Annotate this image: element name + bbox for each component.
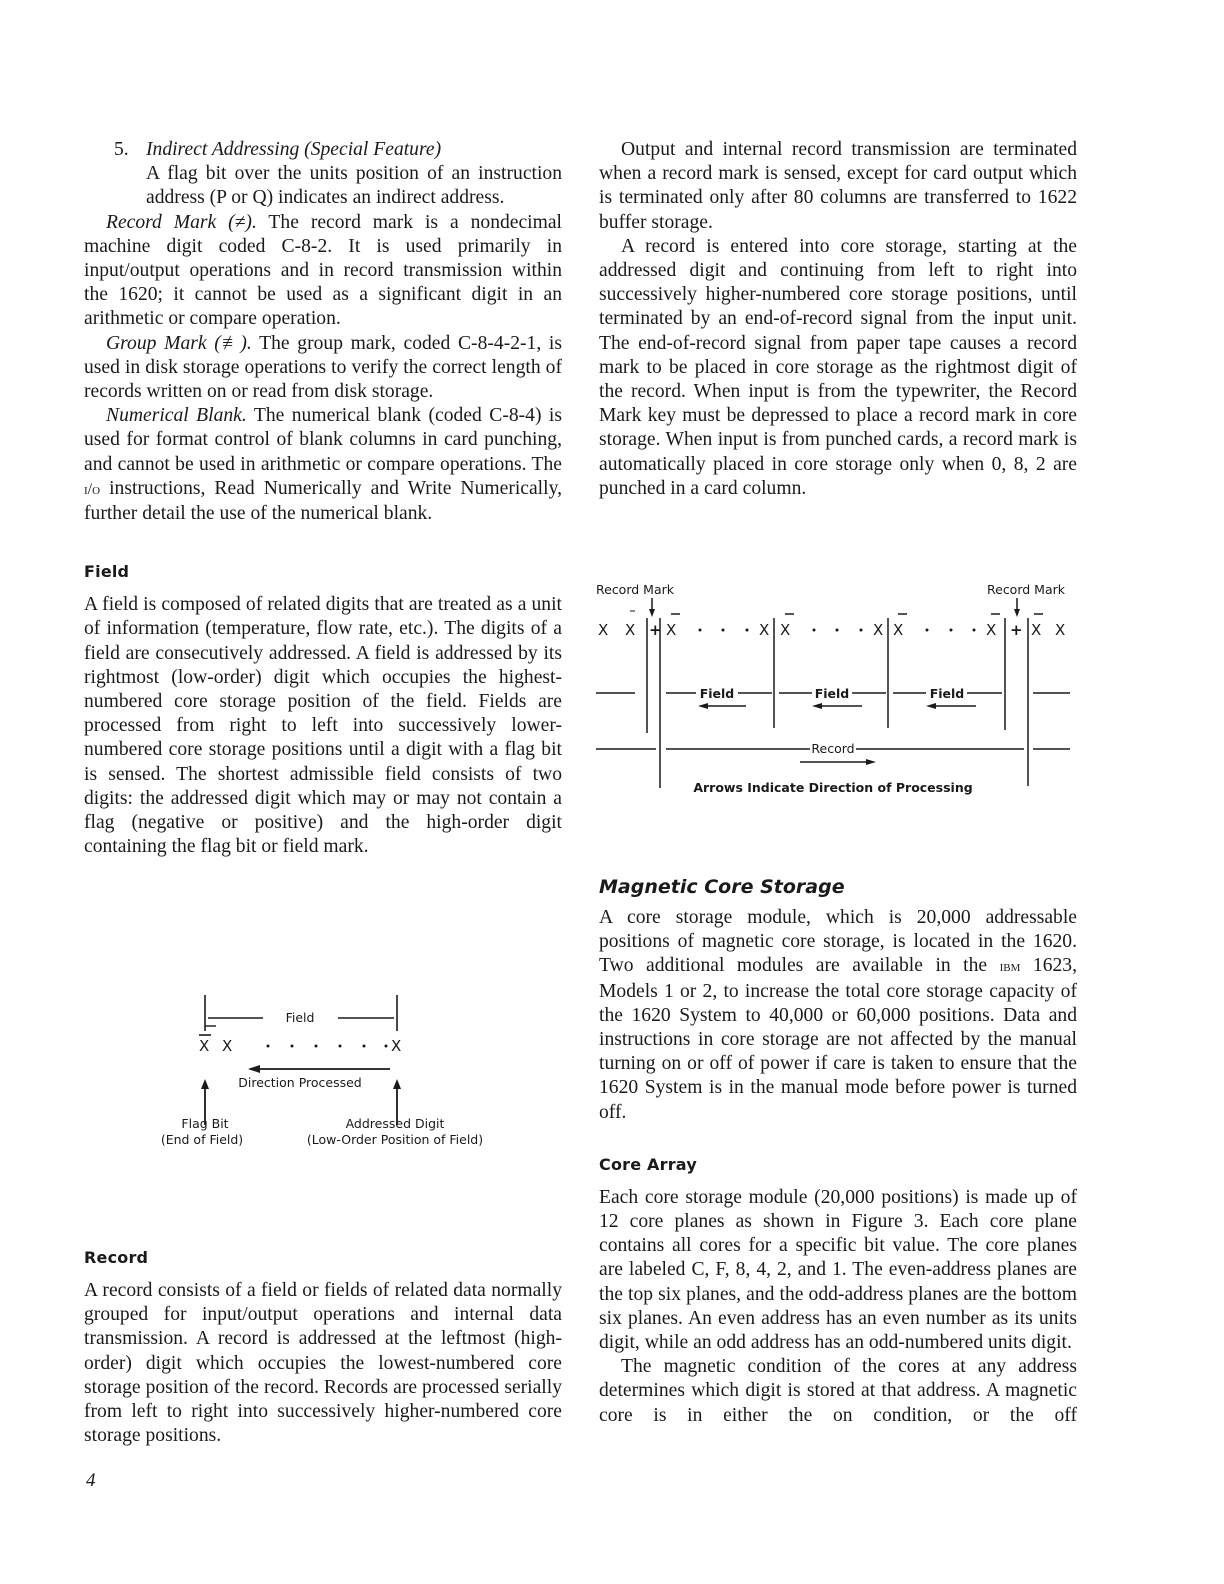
diagram-caption: Arrows Indicate Direction of Processing <box>693 780 973 795</box>
record-digit-row <box>598 621 1065 639</box>
group-mark-paragraph: Group Mark (≢). The group mark, coded C-8-4-2-1, is used in disk storage operations to verify the correct length of records written on or read from disk storage. <box>84 332 562 403</box>
svg-text:X: X <box>625 621 636 639</box>
record-entry-paragraph: A record is entered into core storage, starting at the addressed digit and continuing from left to right into successively higher-numbered core storage positions, until terminated by an end-of-record signal from the input unit. The end-of-record signal from paper tape causes a record mark to be placed in core storage as the rightmost digit of the record. When input is from the typewriter, the Record Mark key must be depressed to place a record mark in core storage. When input is from punched cards, a record mark is automatically placed in core storage only when 0, 8, 2 are punched in a card column. <box>599 235 1077 499</box>
record-mark-paragraph: Record Mark (≠). The record mark is a nondecimal machine digit coded C-8-2. It is used primarily in input/output operations and in record transmission within the 1620; it cannot be used as a significant digit in an arithmetic or compare operation. <box>84 211 563 330</box>
group-mark-term: Group Mark (≢). <box>106 332 252 354</box>
direction-processed-label: Direction Processed <box>238 1075 362 1090</box>
record-mark-symbol-left: + <box>649 621 662 639</box>
record-mark-left-label: Record Mark <box>596 582 674 597</box>
svg-text:X: X <box>1031 621 1042 639</box>
svg-text:X: X <box>222 1037 233 1055</box>
low-order-position-label: (Low-Order Position of Field) <box>306 1132 484 1147</box>
record-mark-term: Record Mark (≠). <box>106 211 257 233</box>
magnetic-core-heading: Magnetic Core Storage <box>599 876 845 898</box>
svg-text:X: X <box>666 621 677 639</box>
addressed-digit: X <box>391 1037 402 1055</box>
record-mark-right-label: Record Mark <box>987 582 1065 597</box>
svg-text:X: X <box>598 621 609 639</box>
svg-text:X: X <box>986 621 997 639</box>
field-label-1: Field <box>699 686 735 701</box>
right-column <box>599 138 1077 501</box>
svg-text:X: X <box>893 621 904 639</box>
output-transmission-paragraph: Output and internal record transmission are terminated when a record mark is sensed, except for card output which is terminated only after 80 columns are transferred to 1622 buffer storage. <box>599 139 1077 233</box>
field-paragraph: A field is composed of related digits that are treated as a unit of information (temperature, flow rate, etc.). The digits of a field are consecutively addressed. A field is addressed by its rightmost (low-order) digit which occupies the highest-numbered core storage position of the field. Fields are processed from right to left into successively lower-numbered core storage positions until a digit with a flag bit is sensed. The shortest admissible field consists of two digits: the addressed digit which may or may not contain a flag (negative or positive) and the high-order digit containing the flag bit or field mark. <box>84 594 562 858</box>
svg-text:X: X <box>1055 621 1066 639</box>
core-array-paragraph-1: Each core storage module (20,000 positions) is made up of 12 core planes as shown in Figure 3. Each core plane contains all cores for a specific bit value. The core planes are labeled C, F, 8, 4, 2, and 1. The even-address planes are the top six planes, and the odd-address planes are the bottom six planes. An even address has an even number as its units digit, while an odd address has an odd-numbered units digit. <box>599 1186 1077 1354</box>
flag-bit-label: Flag Bit <box>181 1116 229 1131</box>
field-heading: Field <box>84 562 130 582</box>
digit-dots <box>267 1045 388 1048</box>
field-label-2: Field <box>814 686 850 701</box>
magnetic-core-section <box>599 876 1077 1428</box>
field-label: Field <box>285 1010 315 1025</box>
numerical-blank-paragraph: Numerical Blank. The numerical blank (coded C-8-4) is used for format control of blank columns in card punching, and cannot be used in arithmetic or compare operations. The i/o instructions, Read Numerically and Write Numerically, further detail the use of the numerical blank. <box>84 405 563 525</box>
addressed-digit-label: Addressed Digit <box>345 1116 445 1131</box>
list-item-title: Indirect Addressing (Special Feature) <box>146 139 442 160</box>
list-item-indirect-addressing <box>84 138 562 211</box>
list-number: 5. <box>114 139 129 160</box>
list-item-body: A flag bit over the units position of an instruction address (P or Q) indicates an indirect address. <box>146 163 562 209</box>
page-number: 4 <box>86 1470 96 1491</box>
record-diagram <box>590 578 1090 803</box>
left-column <box>84 138 562 859</box>
core-array-heading: Core Array <box>599 1154 697 1174</box>
record-mark-symbol-right: + <box>1010 621 1023 639</box>
record-paragraph: A record consists of a field or fields of related data normally grouped for input/output operations and internal data transmission. A record is addressed at the leftmost (high-order) digit which occupies the lowest-numbered core storage position of the record. Records are processed serially from left to right into successively higher-numbered core storage positions. <box>84 1280 562 1447</box>
svg-text:X: X <box>759 621 770 639</box>
svg-text:X: X <box>873 621 884 639</box>
record-section <box>84 1248 562 1448</box>
field-diagram <box>150 985 510 1155</box>
magnetic-core-paragraph: A core storage module, which is 20,000 addressable positions of magnetic core storage, is located in the 1620. Two additional modules are available in the ibm 1623, Models 1 or 2, to increase the total core storage capacity of the 1620 System to 40,000 or 60,000 positions. Data and instructions in core storage are not affected by the manual turning on or off of power if care is taken to ensure that the 1620 System is in the manual mode before power is turned off. <box>599 907 1077 1123</box>
core-array-paragraph-2: The magnetic condition of the cores at any address determines which digit is stored at that address. A magnetic core is in either the on condition, or the off <box>599 1356 1077 1426</box>
field-label-3: Field <box>929 686 965 701</box>
end-of-field-label: (End of Field) <box>160 1132 244 1147</box>
numerical-blank-term: Numerical Blank. <box>106 405 247 427</box>
record-label: Record <box>811 741 855 756</box>
flag-digit: X <box>199 1037 210 1055</box>
svg-text:X: X <box>780 621 791 639</box>
record-heading: Record <box>84 1248 149 1267</box>
